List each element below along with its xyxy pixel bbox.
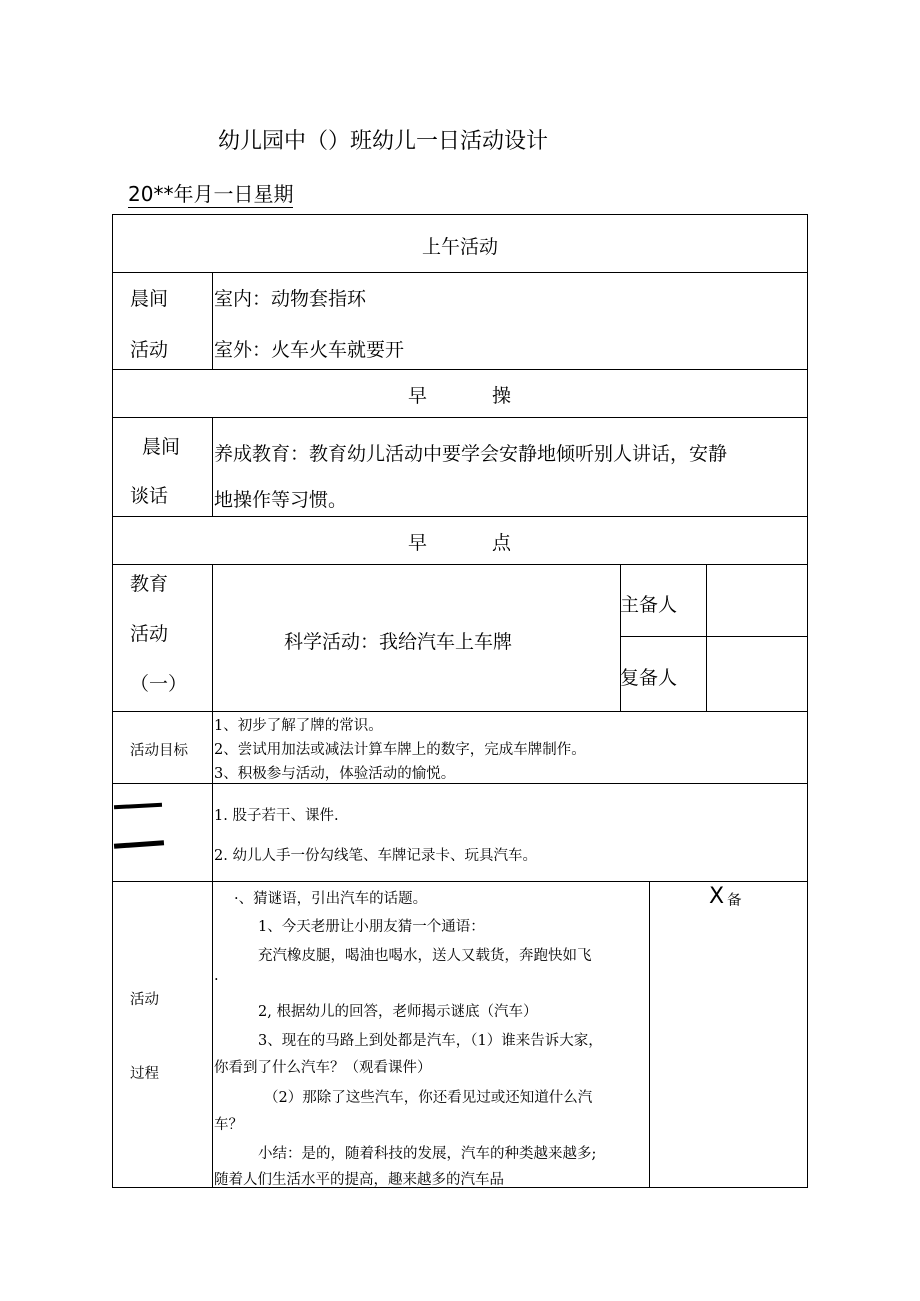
row-divider: [112, 711, 808, 712]
process-line: 小结：是的，随着科技的发展，汽车的种类越来越多;: [258, 1146, 597, 1162]
col-divider: [212, 272, 213, 369]
process-line: 车？: [214, 1117, 243, 1133]
goal-item: 2、尝试用加法或减法计算车牌上的数字，完成车牌制作。: [214, 742, 586, 758]
process-line: 3、现在的马路上到处都是汽车，（1）谁来告诉大家，: [258, 1033, 603, 1049]
morning-activity-label-2: 活动: [130, 339, 169, 361]
preparer-divider: [620, 636, 808, 637]
process-line: （2）那除了这些汽车，你还看见过或还知道什么汽: [264, 1090, 593, 1106]
date-text: 20**年月一日星期: [128, 182, 294, 206]
activity-table: [112, 214, 808, 1188]
co-preparer-label: 复备人: [620, 667, 678, 689]
education-label-3: （一）: [130, 673, 188, 695]
exercise-char-2: 操: [492, 385, 512, 407]
morning-talk-line-2: 地操作等习惯。: [214, 489, 348, 511]
morning-talk-line-1: 养成教育：教育幼儿活动中要学会安静地倾听别人讲话，安静: [214, 443, 728, 465]
education-activity: 科学活动：我给汽车上车牌: [284, 631, 513, 653]
preparation-mark-stroke: [114, 840, 164, 848]
row-divider: [112, 564, 808, 565]
col-divider: [649, 881, 650, 1188]
page-title: 幼儿园中（）班幼儿一日活动设计: [218, 129, 549, 154]
table-border-left: [112, 214, 113, 1188]
col-divider: [212, 564, 213, 1188]
snack-char-1: 早: [408, 532, 428, 554]
process-line: 2, 根据幼儿的回答，老师揭示谜底（汽车）: [258, 1004, 538, 1020]
process-line: .: [214, 968, 219, 984]
row-divider: [112, 272, 808, 273]
table-border-right: [807, 214, 808, 1188]
main-preparer-label: 主备人: [620, 594, 678, 616]
goals-label: 活动目标: [130, 743, 188, 759]
goal-item: 1、初步了解了牌的常识。: [214, 718, 383, 734]
education-label-2: 活动: [130, 623, 169, 645]
indoor-activity: 室内：动物套指环: [214, 288, 367, 310]
education-label-1: 教育: [130, 573, 169, 595]
row-divider: [112, 783, 808, 784]
preparation-item: 1. 股子若干、课件.: [214, 808, 339, 824]
process-line: 充汽橡皮腿，喝油也喝水，送人又载货，奔跑快如飞: [258, 948, 592, 964]
row-divider: [112, 881, 808, 882]
process-line: ·、猜谜语，引出汽车的话题。: [234, 891, 428, 907]
preparation-mark-stroke: [114, 803, 162, 810]
goal-item: 3、积极参与活动，体验活动的愉悦。: [214, 766, 456, 782]
row-divider: [112, 417, 808, 418]
process-line: 随着人们生活水平的提高，趣来越多的汽车品: [214, 1172, 504, 1188]
morning-talk-label-2: 谈话: [130, 485, 169, 507]
exercise-char-1: 早: [408, 385, 428, 407]
preparation-item: 2. 幼儿人手一份勾线笔、车牌记录卡、玩具汽车。: [214, 848, 537, 864]
note-x-mark: X: [709, 884, 725, 909]
morning-activity-label-1: 晨间: [130, 288, 169, 310]
col-divider: [706, 564, 707, 711]
process-label-2: 过程: [130, 1066, 159, 1082]
date-line: [128, 178, 293, 207]
row-divider: [112, 369, 808, 370]
process-label-1: 活动: [130, 992, 159, 1008]
table-border-top: [112, 214, 808, 215]
note-label: 备: [727, 893, 742, 909]
morning-header: 上午活动: [421, 236, 498, 258]
process-line: 1、今天老册让小朋友猜一个通语：: [258, 919, 485, 935]
morning-talk-label-1: 晨间: [142, 436, 181, 458]
snack-char-2: 点: [492, 532, 512, 554]
outdoor-activity: 室外：火车火车就要开: [214, 339, 405, 361]
col-divider: [212, 417, 213, 516]
row-divider: [112, 516, 808, 517]
process-line: 你看到了什么汽车？（观看课件）: [214, 1060, 432, 1076]
